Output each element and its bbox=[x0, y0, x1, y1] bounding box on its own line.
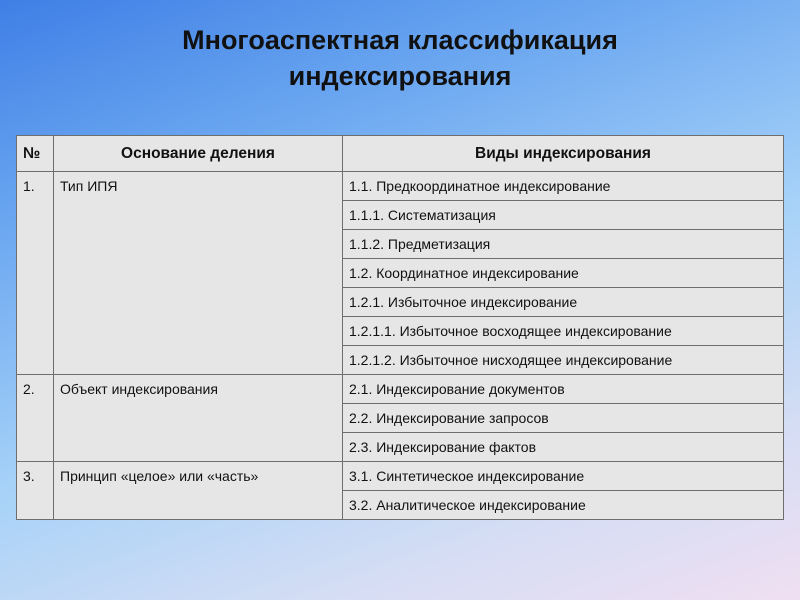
indexing-type-cell: 1.2.1.2. Избыточное нисходящее индексирование bbox=[343, 346, 784, 375]
indexing-type-cell: 2.3. Индексирование фактов bbox=[343, 433, 784, 462]
table-row bbox=[17, 172, 784, 201]
indexing-type-cell: 1.2.1.1. Избыточное восходящее индексирование bbox=[343, 317, 784, 346]
table-header-row bbox=[17, 136, 784, 172]
header-indexing-types: Виды индексирования bbox=[343, 136, 784, 172]
header-number: № bbox=[17, 136, 54, 172]
row-number-cell: 3. bbox=[17, 462, 54, 520]
indexing-type-cell: 2.1. Индексирование документов bbox=[343, 375, 784, 404]
division-basis-cell: Принцип «целое» или «часть» bbox=[54, 462, 343, 520]
indexing-type-cell: 3.2. Аналитическое индексирование bbox=[343, 491, 784, 520]
header-division-basis: Основание деления bbox=[54, 136, 343, 172]
indexing-type-cell: 1.2.1. Избыточное индексирование bbox=[343, 288, 784, 317]
table-row bbox=[17, 462, 784, 491]
row-number-cell: 1. bbox=[17, 172, 54, 375]
division-basis-cell: Тип ИПЯ bbox=[54, 172, 343, 375]
indexing-type-cell: 1.2. Координатное индексирование bbox=[343, 259, 784, 288]
indexing-type-cell: 1.1.1. Систематизация bbox=[343, 201, 784, 230]
division-basis-cell: Объект индексирования bbox=[54, 375, 343, 462]
slide-title-line-2: индексирования bbox=[288, 61, 512, 91]
table-body bbox=[17, 172, 784, 520]
row-number-cell: 2. bbox=[17, 375, 54, 462]
indexing-type-cell: 1.1. Предкоординатное индексирование bbox=[343, 172, 784, 201]
slide-title bbox=[0, 22, 800, 94]
indexing-type-cell: 2.2. Индексирование запросов bbox=[343, 404, 784, 433]
table-row bbox=[17, 375, 784, 404]
indexing-type-cell: 3.1. Синтетическое индексирование bbox=[343, 462, 784, 491]
classification-table bbox=[16, 135, 784, 520]
slide-title-line-1: Многоаспектная классификация bbox=[182, 25, 618, 55]
indexing-type-cell: 1.1.2. Предметизация bbox=[343, 230, 784, 259]
